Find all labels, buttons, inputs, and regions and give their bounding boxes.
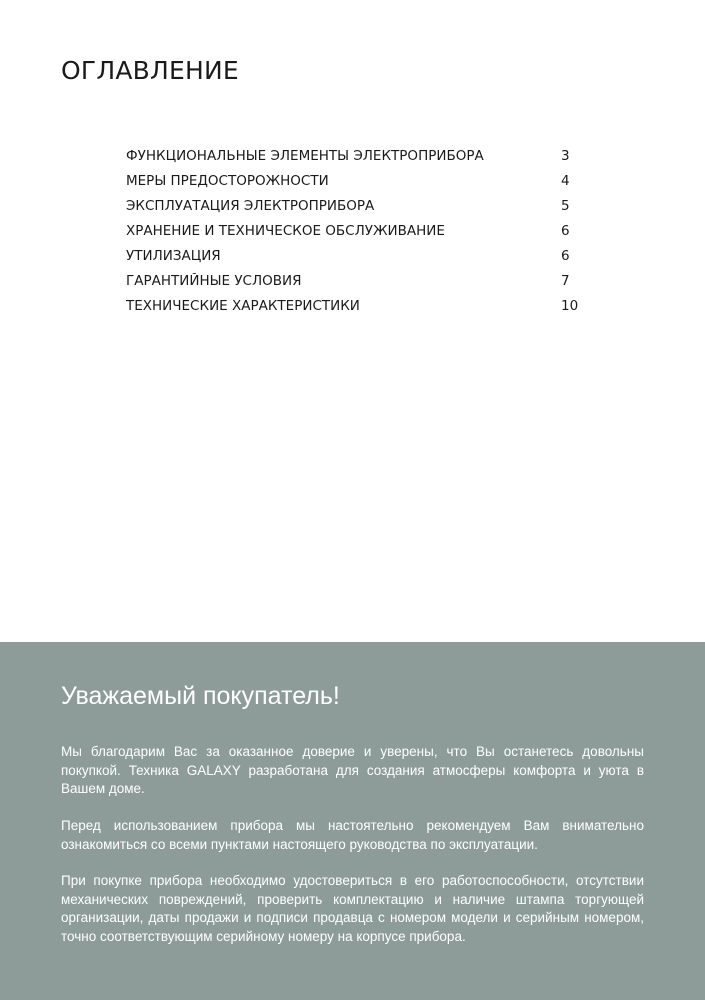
toc-item-title: ГАРАНТИЙНЫЕ УСЛОВИЯ — [126, 272, 302, 289]
toc-item-title: ХРАНЕНИЕ И ТЕХНИЧЕСКОЕ ОБСЛУЖИВАНИЕ — [126, 222, 445, 239]
toc-item-page-number: 4 — [561, 172, 570, 189]
toc-item[interactable] — [126, 218, 596, 243]
toc-item-page-number: 7 — [561, 272, 570, 289]
page-title: ОГЛАВЛЕНИЕ — [61, 56, 239, 85]
toc-item-title: ФУНКЦИОНАЛЬНЫЕ ЭЛЕМЕНТЫ ЭЛЕКТРОПРИБОРА — [126, 147, 484, 164]
welcome-paragraph-purchase-check: При покупке прибора необходимо удостовериться в его работоспособности, отсутствии механических повреждений, проверить комплектацию и наличие штампа торгующей организации, даты продажи и подписи продавца с номером модели и серийным номером, точно соответствующим серийному номеру на корпусе прибора. — [61, 873, 644, 944]
toc-item[interactable] — [126, 168, 596, 193]
toc-item[interactable] — [126, 268, 596, 293]
toc-item-title: МЕРЫ ПРЕДОСТОРОЖНОСТИ — [126, 172, 329, 189]
welcome-paragraph-manual: Перед использованием прибора мы настоятельно рекомендуем Вам внимательно ознакомиться со всеми пунктами настоящего руководства по эксплуатации. — [61, 818, 644, 852]
toc-item-page-number: 5 — [561, 197, 570, 214]
toc-item[interactable] — [126, 143, 596, 168]
toc-item[interactable] — [126, 243, 596, 268]
welcome-paragraph-thanks: Мы благодарим Вас за оказанное доверие и уверены, что Вы останетесь довольны покупкой. Техника GALAXY разработана для создания атмосферы комфорта и уюта в Вашем доме. — [61, 744, 644, 796]
toc-item-page-number: 6 — [561, 247, 570, 264]
toc-item-title: ЭКСПЛУАТАЦИЯ ЭЛЕКТРОПРИБОРА — [126, 197, 375, 214]
toc-item-title: ТЕХНИЧЕСКИЕ ХАРАКТЕРИСТИКИ — [126, 297, 360, 314]
toc-item-title: УТИЛИЗАЦИЯ — [126, 247, 221, 264]
welcome-panel — [0, 642, 705, 1000]
toc-item-page-number: 10 — [561, 297, 579, 314]
toc-item[interactable] — [126, 293, 596, 318]
toc-item-page-number: 6 — [561, 222, 570, 239]
welcome-heading: Уважаемый покупатель! — [61, 682, 340, 710]
table-of-contents — [126, 143, 596, 318]
toc-item[interactable] — [126, 193, 596, 218]
toc-item-page-number: 3 — [561, 147, 570, 164]
